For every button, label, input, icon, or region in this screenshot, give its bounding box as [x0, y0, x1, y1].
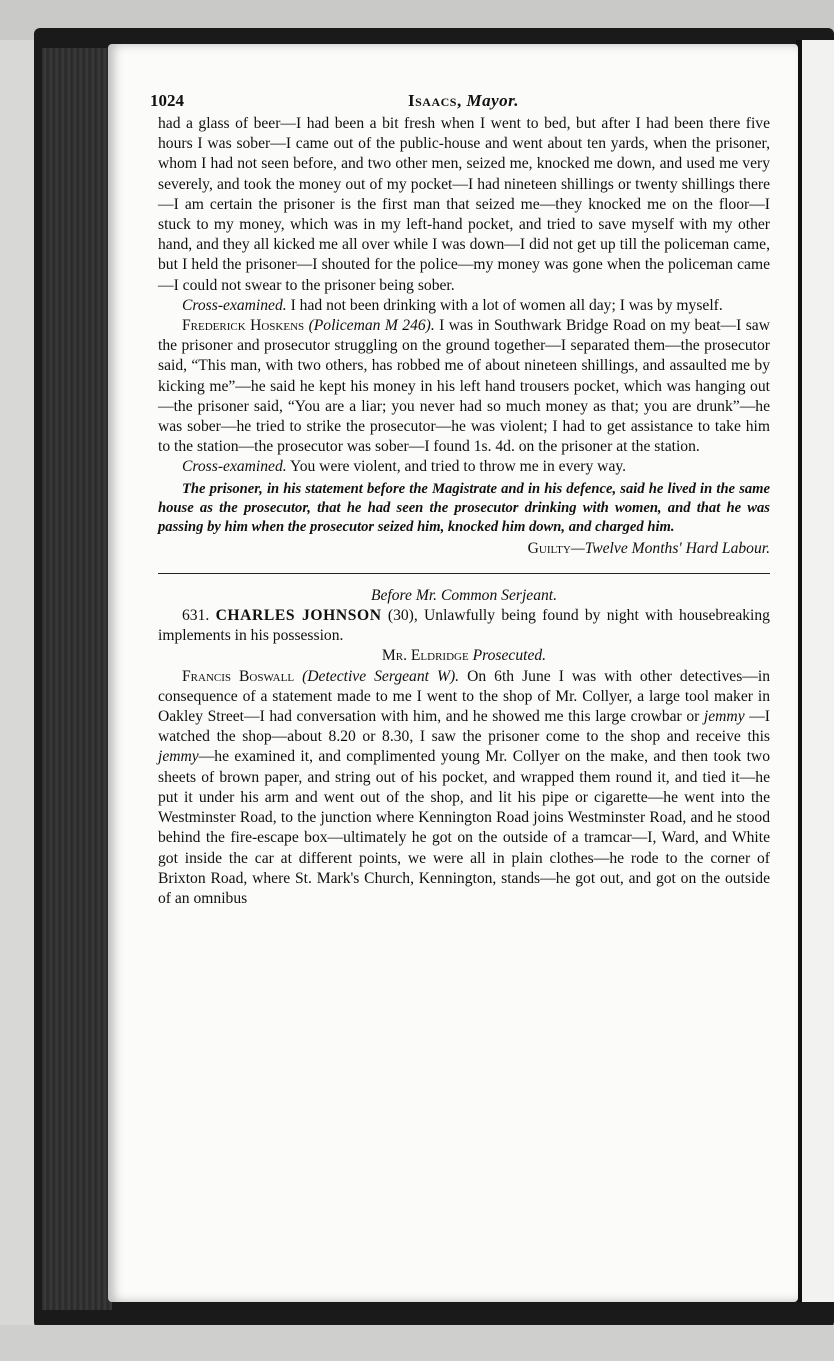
section-divider — [158, 573, 770, 574]
witness-text: On 6th June I was with other detectives—in consequence of a statement made to me I went to the shop of Mr. Collyer, a large tool maker in Oakley Street—I had conversation with him, and he showed me this large crowbar or — [158, 667, 771, 726]
witness-text-continued: —I watched the shop—about 8.20 or 8.30, I saw the prisoner come to the shop and receive this — [158, 708, 771, 746]
prosecutor-action: Prosecuted. — [472, 647, 547, 665]
page-number: 1024 — [150, 91, 184, 110]
running-title-office: Mayor. — [466, 91, 520, 110]
running-head — [150, 88, 770, 114]
jemmy-term: jemmy — [703, 708, 745, 726]
adjacent-page-edge — [796, 40, 834, 1302]
witness-text: I was in Southwark Bridge Road on my beat—I saw the prisoner and prosecutor struggling on the ground together—I separated them—the prosecutor said, “This man, with two others, has robbed me of about nineteen shillings, and assaulted me by kicking me”—he said he kept his money in his left hand trousers pocket, which was hanging out—the prisoner said, “You are a liar; you never had so much money as that; you are drunk”—he was sober—he tried to strike the prosecutor—he was violent; I had to get assistance to take him to the station—the prosecutor was sober—I found 1s. 4d. on the prisoner at the station. — [158, 317, 770, 456]
jemmy-term: jemmy — [158, 748, 199, 766]
cross-examination-1 — [158, 296, 770, 316]
witness-testimony-hoskens — [158, 316, 770, 457]
running-title — [408, 88, 519, 114]
verdict-guilty: Guilty — [527, 539, 571, 557]
cross-examined-label: Cross-examined. — [182, 296, 287, 314]
prosecution-line — [158, 646, 770, 666]
running-title-name: Isaacs, — [408, 91, 462, 110]
court-heading: Before Mr. Common Serjeant. — [370, 586, 558, 604]
defendant-name: CHARLES JOHNSON — [215, 607, 382, 625]
witness-name: Frederick Hoskens — [182, 317, 305, 335]
witness-name: Francis Boswall — [182, 667, 295, 685]
charge-text: Unlawfully being found by night with housebreaking implements in his possession. — [158, 607, 770, 645]
case-number: 631. — [182, 607, 210, 625]
witness-role: (Policeman M 246). — [308, 317, 435, 335]
testimony-paragraph: had a glass of beer—I had been a bit fresh when I went to bed, but after I had been there five hours I was sober—I came out of the public-house and went about ten yards, when the prisoner, whom I had not seen before, and two other men, seized me, knocked me down, and used me very severely, and took the money out of my pocket—I had nineteen shillings or twenty shillings there—I am certain the prisoner is the first man that seized me—they knocked me on the floor—I stuck to my money, which was in my left-hand pocket, and tried to save myself with my other hand, and they all kicked me all over while I was down—I did not get up till the policeman came, but I held the prisoner—I shouted for the police—my money was gone when the policeman came—I could not swear to the prisoner being sober. — [158, 115, 770, 294]
scanner-background-bottom — [0, 1325, 834, 1361]
defendant-age: (30), — [387, 607, 418, 625]
witness-testimony-boswall — [158, 667, 770, 909]
prosecutor-name: Mr. Eldridge — [381, 647, 469, 665]
verdict-sentence: —Twelve Months' Hard Labour. — [570, 539, 770, 557]
case-title — [158, 606, 770, 646]
cross-examined-label: Cross-examined. — [182, 458, 287, 476]
cross-examination-2 — [158, 457, 770, 477]
witness-text-end: —he examined it, and complimented young Mr. Collyer on the make, and then took two sheets of brown paper, and string out of his pocket, and wrapped them round it, and tied it—he put it under his arm and went out of the shop, and lit his pipe or cigarette—he went into the Westminster Road, to the junction where Kennington Road joins Westminster Road, and he stood behind the fire-escape box—ultimately he got on the outside of a tramcar—I, Ward, and White got inside the car at different points, we were all in plain clothes—he rode to the corner of Brixton Road, where St. Mark's Church, Kennington, stands—he got out, and got on the outside of an omnibus — [158, 748, 770, 907]
prisoner-statement: The prisoner, in his statement before the Magistrate and in his defence, said he lived in the same house as the prosecutor, that he had seen the prosecutor drinking with women, and that he was passing by him when the prosecutor seized him, knocked him down, and charged him. — [158, 480, 770, 535]
verdict — [158, 539, 770, 559]
book-page-edges — [42, 48, 112, 1310]
cross-examination-text: I had not been drinking with a lot of women all day; I was by myself. — [286, 296, 723, 314]
cross-examination-text: You were violent, and tried to throw me in every way. — [286, 458, 627, 476]
book-page — [108, 44, 798, 1302]
page-content — [150, 88, 771, 909]
witness-role: (Detective Sergeant W). — [302, 667, 460, 685]
